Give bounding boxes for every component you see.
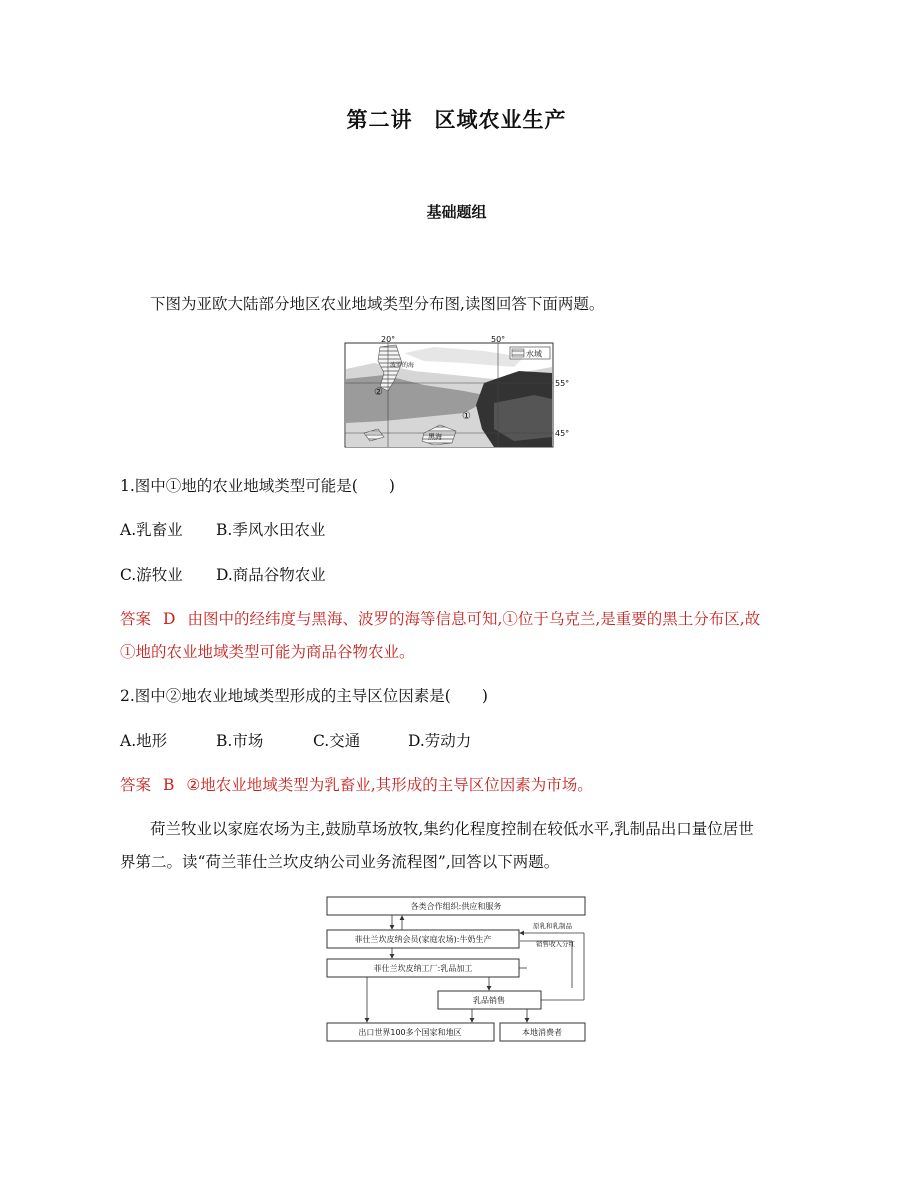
map-lat-label: 45°	[555, 429, 570, 438]
map-legend-label: 水域	[526, 349, 542, 359]
map-marker: ②	[374, 387, 383, 398]
question-1-stem: 1.图中①地的农业地域类型可能是( )	[120, 477, 395, 495]
answer-key: D	[163, 610, 176, 628]
answer-explanation: 由图中的经纬度与黑海、波罗的海等信息可知,①位于乌克兰,是重要的黑土分布区,故	[187, 610, 761, 628]
intro-paragraph-2-cont: 界第二。读“荷兰菲仕兰坎皮纳公司业务流程图”,回答以下两题。	[120, 853, 560, 871]
q2-answer	[120, 773, 593, 795]
map-lon-label: 50°	[491, 335, 506, 344]
flow-edge-label: 原乳和乳制品	[533, 922, 572, 930]
flow-text: 菲仕兰坎皮纳会员(家庭农场):牛奶生产	[354, 935, 492, 944]
answer-explanation: ②地农业地域类型为乳畜业,其形成的主导区位因素为市场。	[186, 776, 593, 794]
map-marker: ①	[462, 411, 471, 422]
q1-option-d: D.商品谷物农业	[216, 566, 326, 584]
q2-option-d: D.劳动力	[408, 732, 472, 750]
q1-option-b: B.季风水田农业	[216, 521, 326, 539]
answer-key: B	[163, 776, 175, 794]
q2-option-b: B.市场	[216, 732, 264, 750]
map-lon-label: 20°	[381, 335, 396, 344]
q1-option-c: C.游牧业	[120, 566, 183, 584]
flow-text: 各类合作组织:供应和服务	[410, 902, 502, 911]
page-title: 第二讲 区域农业生产	[346, 108, 567, 132]
q2-option-c: C.交通	[313, 732, 361, 750]
flow-text: 出口世界100多个国家和地区	[358, 1028, 462, 1037]
q1-answer-cont: ①地的农业地域类型可能为商品谷物农业。	[120, 643, 415, 661]
section-heading: 基础题组	[426, 203, 487, 221]
answer-label: 答案	[120, 776, 152, 794]
map-lat-label: 55°	[555, 379, 570, 388]
intro-paragraph-2: 荷兰牧业以家庭农场为主,鼓励草场放牧,集约化程度控制在较低水平,乳制品出口量位居世	[150, 820, 754, 838]
answer-label: 答案	[120, 610, 152, 628]
intro-paragraph-1: 下图为亚欧大陆部分地区农业地域类型分布图,读图回答下面两题。	[150, 295, 605, 313]
flow-text: 本地消费者	[522, 1028, 562, 1037]
q1-option-a: A.乳畜业	[120, 521, 183, 539]
agriculture-map	[344, 333, 574, 451]
q2-option-a: A.地形	[120, 732, 168, 750]
map-sea-label: 黑海	[428, 433, 442, 441]
q1-answer	[120, 607, 760, 629]
flow-text: 乳品销售	[473, 996, 505, 1005]
flow-edge-label: 销售收入分红	[536, 940, 575, 948]
question-2-stem: 2.图中②地农业地域类型形成的主导区位因素是( )	[120, 687, 488, 705]
business-flow-diagram	[322, 893, 590, 1045]
map-sea-label: 波罗的海	[390, 362, 415, 369]
flow-text: 菲仕兰坎皮纳工厂:乳品加工	[373, 964, 473, 973]
